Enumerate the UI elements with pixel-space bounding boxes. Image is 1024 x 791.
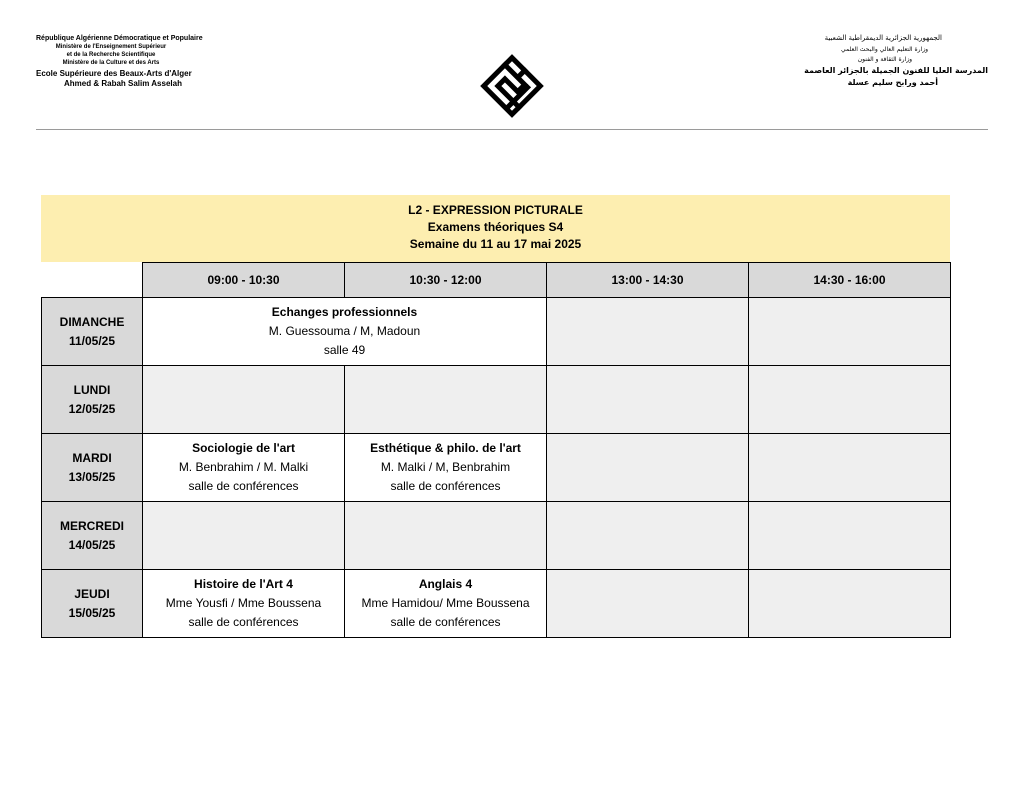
day-name: DIMANCHE	[59, 314, 125, 329]
empty-slot	[547, 434, 749, 502]
school-dedication-arabic: أحمد ورابح سليم عسلة	[847, 78, 938, 87]
time-slot-header: 14:30 - 16:00	[749, 263, 951, 298]
exam-cell	[345, 434, 547, 502]
school-name: Ecole Supérieure des Beaux-Arts d'Alger	[36, 69, 192, 78]
ministry-higher-education: Ministère de l'Enseignement Supérieur	[55, 44, 167, 50]
empty-slot	[143, 366, 345, 434]
exam-room: salle de conférences	[390, 615, 501, 629]
empty-slot	[547, 298, 749, 366]
ministry-culture-arabic: وزارة الثقافة و الفنون	[857, 56, 912, 63]
day-cell	[42, 366, 143, 434]
school-calligraphy-logo-icon	[480, 54, 544, 118]
empty-slot	[345, 502, 547, 570]
day-cell	[42, 298, 143, 366]
day-date: 15/05/25	[68, 605, 116, 620]
day-cell	[42, 434, 143, 502]
day-date: 12/05/25	[68, 401, 116, 416]
exam-teachers: M. Guessouma / M, Madoun	[268, 324, 421, 338]
exam-schedule-table	[41, 262, 951, 638]
empty-slot	[749, 570, 951, 638]
day-name: MERCREDI	[59, 518, 124, 533]
empty-slot	[547, 502, 749, 570]
day-date: 13/05/25	[68, 469, 116, 484]
day-date: 14/05/25	[68, 537, 116, 552]
day-row-lundi	[42, 366, 951, 434]
exam-subject: Sociologie de l'art	[192, 441, 295, 455]
empty-slot	[749, 298, 951, 366]
empty-slot	[749, 366, 951, 434]
exam-subject: Echanges professionnels	[271, 305, 418, 319]
exam-room: salle 49	[323, 343, 366, 357]
empty-slot	[345, 366, 547, 434]
empty-slot	[547, 366, 749, 434]
ministry-culture: Ministère de la Culture et des Arts	[62, 60, 160, 66]
exam-subject: Esthétique & philo. de l'art	[370, 441, 521, 455]
exam-type: Examens théoriques S4	[427, 220, 564, 234]
ministry-research: et de la Recherche Scientifique	[66, 52, 156, 58]
header-divider	[36, 129, 988, 130]
exam-teachers: M. Benbrahim / M. Malki	[178, 460, 309, 474]
day-name: LUNDI	[73, 382, 111, 397]
exam-subject: Histoire de l'Art 4	[194, 577, 293, 591]
day-cell	[42, 570, 143, 638]
day-name: MARDI	[72, 450, 112, 465]
time-slot-header-row	[42, 263, 951, 298]
empty-slot	[143, 502, 345, 570]
time-slot-header: 13:00 - 14:30	[547, 263, 749, 298]
ministry-higher-education-arabic: وزارة التعليم العالي والبحث العلمي	[841, 46, 928, 53]
corner-cell	[42, 263, 143, 298]
time-slot-header: 09:00 - 10:30	[143, 263, 345, 298]
day-row-mardi	[42, 434, 951, 502]
day-row-mercredi	[42, 502, 951, 570]
header-right-block	[788, 32, 988, 88]
exam-cell	[143, 298, 547, 366]
day-name: JEUDI	[74, 586, 110, 601]
day-date: 11/05/25	[68, 333, 116, 348]
exam-cell	[143, 434, 345, 502]
program-title: L2 - EXPRESSION PICTURALE	[408, 203, 583, 217]
exam-subject: Anglais 4	[418, 577, 473, 591]
exam-room: salle de conférences	[188, 615, 299, 629]
republic-name-arabic: الجمهورية الجزائرية الديمقراطية الشعبية	[824, 34, 942, 42]
exam-room: salle de conférences	[188, 479, 299, 493]
schedule-banner	[41, 195, 950, 262]
exam-week: Semaine du 11 au 17 mai 2025	[409, 237, 582, 251]
exam-cell	[345, 570, 547, 638]
exam-teachers: Mme Yousfi / Mme Boussena	[165, 596, 322, 610]
empty-slot	[749, 434, 951, 502]
exam-teachers: Mme Hamidou/ Mme Boussena	[361, 596, 530, 610]
day-cell	[42, 502, 143, 570]
school-name-arabic: المدرسة العليا للفنون الجميلة بالجزائر العاصمة	[804, 66, 988, 75]
exam-teachers: M. Malki / M, Benbrahim	[380, 460, 511, 474]
empty-slot	[749, 502, 951, 570]
exam-cell	[143, 570, 345, 638]
time-slot-header: 10:30 - 12:00	[345, 263, 547, 298]
header-left-block	[36, 34, 246, 89]
school-dedication: Ahmed & Rabah Salim Asselah	[64, 79, 182, 88]
exam-room: salle de conférences	[390, 479, 501, 493]
republic-name: République Algérienne Démocratique et Populaire	[36, 35, 203, 42]
empty-slot	[547, 570, 749, 638]
day-row-dimanche	[42, 298, 951, 366]
day-row-jeudi	[42, 570, 951, 638]
